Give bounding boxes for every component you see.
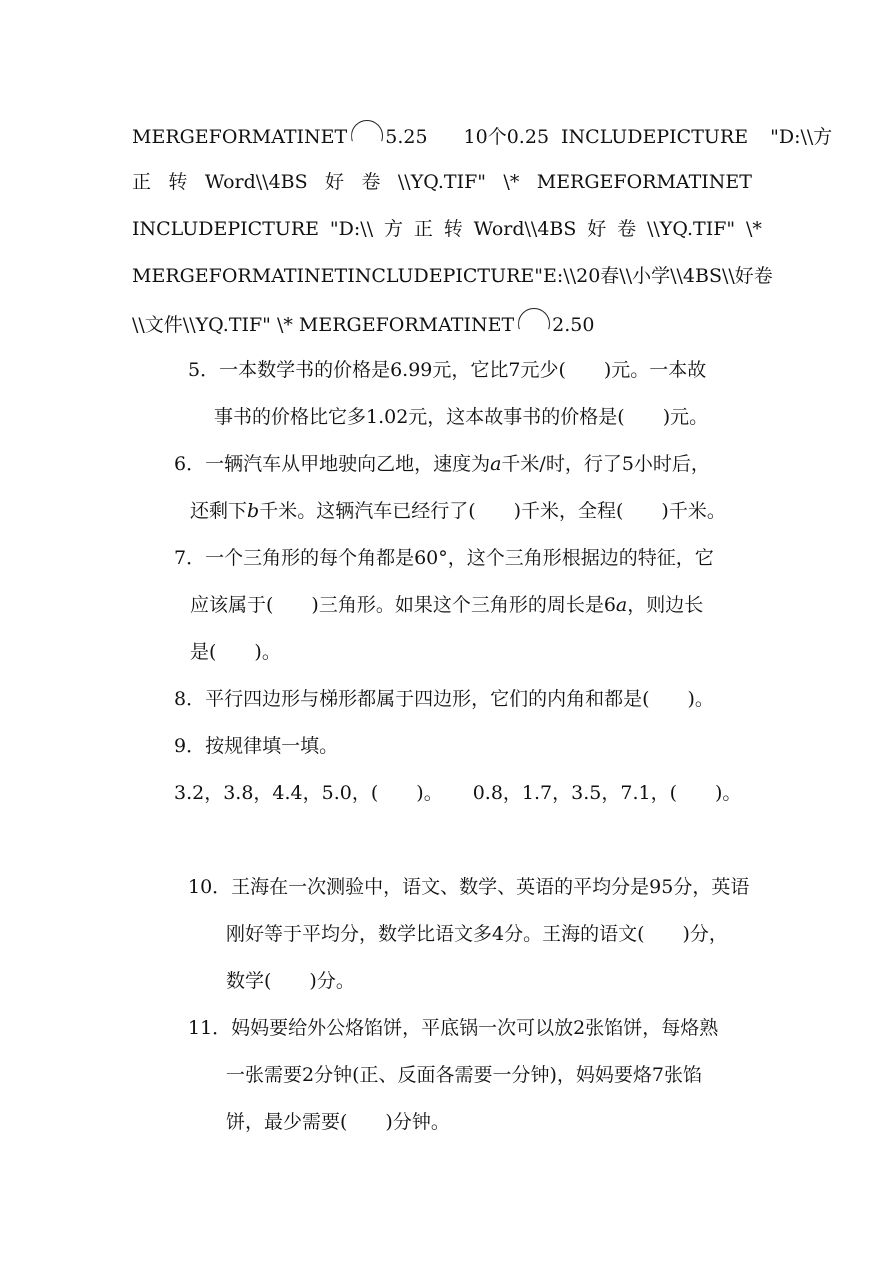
ocr-text: 卷 — [361, 171, 381, 193]
ocr-text: \* — [503, 171, 520, 193]
ocr-text: 好 — [325, 171, 345, 193]
ocr-text: MERGEFORMATINET — [132, 126, 348, 148]
question-text: 千米。这辆汽车已经行了( )千米，全程( )千米。 — [259, 500, 726, 522]
ocr-line-1 — [132, 120, 832, 150]
ocr-line-4 — [132, 261, 773, 291]
ocr-text: INCLUDEPICTURE — [347, 265, 535, 287]
answer-circle — [351, 120, 383, 152]
ocr-text: Word\\4BS — [204, 171, 308, 193]
question-8-line-1: 8．平行四边形与梯形都属于四边形，它们的内角和都是( )。 — [174, 688, 714, 710]
question-5-line-2: 事书的价格比它多1.02元，这本故事书的价格是( )元。 — [214, 406, 709, 428]
ocr-text: "D:\\方 — [770, 126, 833, 148]
question-7-line-3: 是( )。 — [190, 641, 281, 663]
question-7-line-1: 7．一个三角形的每个角都是60°，这个三角形根据边的特征，它 — [174, 547, 714, 569]
question-10-line-1: 10．王海在一次测验中，语文、数学、英语的平均分是95分，英语 — [188, 876, 750, 898]
ocr-text: 正 — [413, 218, 433, 240]
ocr-text: \\文件\\YQ.TIF" \* MERGEFORMATINET — [132, 314, 515, 336]
question-text: 还剩下 — [190, 500, 248, 522]
question-6-line-1 — [174, 449, 710, 479]
ocr-text: \\YQ.TIF" — [647, 218, 736, 240]
ocr-text: INCLUDEPICTURE — [561, 126, 749, 148]
ocr-text: \* — [745, 218, 762, 240]
ocr-line-5 — [132, 308, 594, 338]
question-11-line-3: 饼，最少需要( )分钟。 — [226, 1111, 450, 1133]
variable-a: a — [615, 594, 628, 616]
question-5-line-1: 5．一本数学书的价格是6.99元，它比7元少( )元。一本故 — [188, 359, 707, 381]
question-7-line-2 — [190, 590, 703, 620]
ocr-line-3 — [132, 214, 762, 244]
ocr-text: 转 — [168, 171, 188, 193]
ocr-text: INCLUDEPICTURE — [132, 218, 320, 240]
ocr-line-2 — [132, 167, 752, 197]
ocr-text: 5.25 — [385, 126, 428, 148]
ocr-text: \\YQ.TIF" — [397, 171, 487, 193]
ocr-text: "D:\\ — [329, 218, 374, 240]
sequence-1: 3.2，3.8，4.4，5.0，( )。 — [174, 782, 443, 804]
sequence-2: 0.8，1.7，3.5，7.1，( )。 — [472, 782, 742, 804]
ocr-text: 10个0.25 — [463, 126, 550, 148]
ocr-text: 转 — [443, 218, 463, 240]
variable-a: a — [490, 453, 502, 475]
answer-circle — [518, 308, 550, 340]
question-10-line-2: 刚好等于平均分，数学比语文多4分。王海的语文( )分， — [226, 923, 728, 945]
ocr-text: Word\\4BS — [473, 218, 577, 240]
question-6-line-2 — [190, 496, 726, 526]
question-9-line-1: 9．按规律填一填。 — [174, 735, 339, 757]
question-11-line-1: 11．妈妈要给外公烙馅饼，平底锅一次可以放2张馅饼，每烙熟 — [188, 1017, 719, 1039]
ocr-text: 正 — [132, 171, 152, 193]
ocr-text: 好 — [587, 218, 607, 240]
question-11-line-2: 一张需要2分钟(正、反面各需要一分钟)，妈妈要烙7张馅 — [226, 1064, 703, 1086]
question-text: ，则边长 — [627, 594, 704, 616]
question-9-sequences — [174, 778, 741, 808]
question-text: 千米/时，行了5小时后， — [501, 453, 710, 475]
ocr-text: MERGEFORMATINET — [536, 171, 752, 193]
question-text: 应该属于( )三角形。如果这个三角形的周长是6 — [190, 594, 616, 616]
question-text: 6．一辆汽车从甲地驶向乙地，速度为 — [174, 453, 491, 475]
ocr-text: 方 — [383, 218, 403, 240]
question-10-line-3: 数学( )分。 — [226, 970, 355, 992]
ocr-text: 卷 — [617, 218, 637, 240]
ocr-text: MERGEFORMATINET — [132, 265, 348, 287]
ocr-text: 2.50 — [552, 314, 595, 336]
ocr-text: "E:\\20春\\小学\\4BS\\好卷 — [534, 265, 773, 287]
variable-b: b — [247, 500, 260, 522]
